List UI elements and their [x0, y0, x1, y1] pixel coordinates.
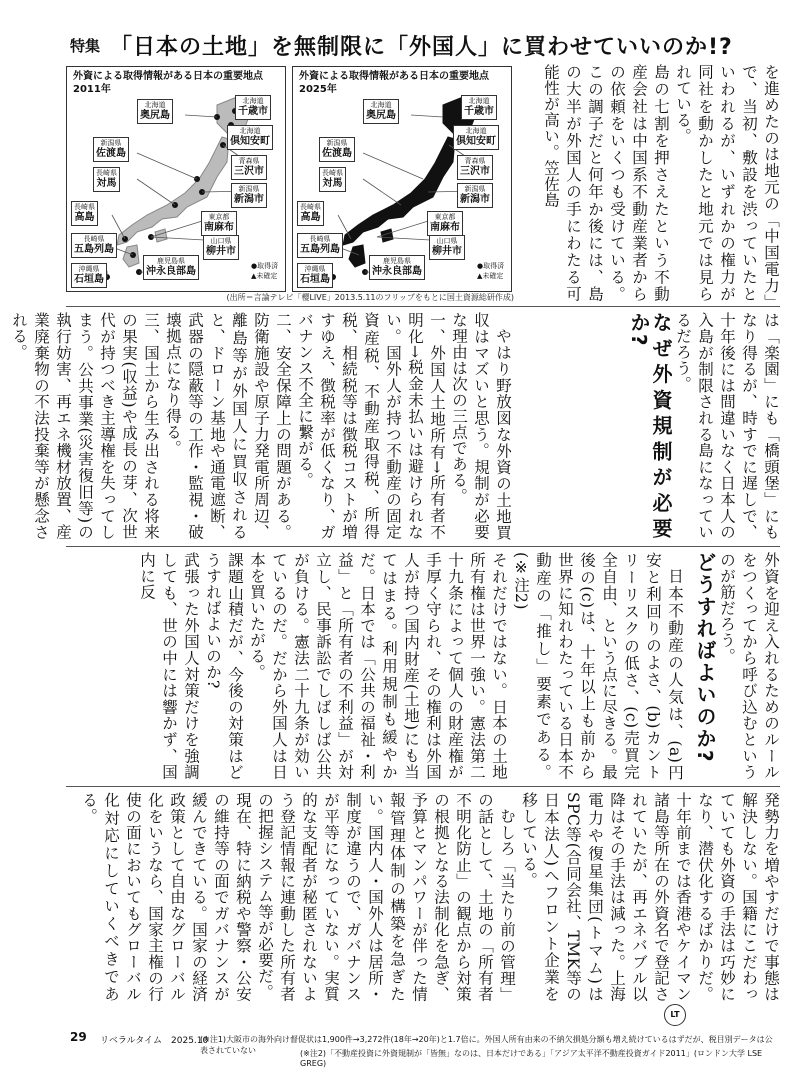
- loc-minamiazabu: 東京都 南麻布: [427, 211, 463, 236]
- loc-niigata: 新潟県 新潟市: [231, 183, 267, 208]
- loc-tsushima: 長崎県 対馬: [319, 167, 346, 192]
- article-paragraph: は「楽園」にも「橋頭堡」にもなり得るが、時すでに遅しで、十年後には間違いなく日本人の入島が制限される島になっているだろう。: [674, 312, 780, 540]
- loc-minamiazabu: 東京都 南麻布: [201, 211, 237, 236]
- headline: 「日本の土地」を無制限に「外国人」に買わせていいのか!?: [110, 35, 733, 60]
- loc-chitose: 北海道 千歳市: [461, 95, 497, 120]
- feature-label: 特集: [70, 37, 101, 55]
- section-divider: [66, 306, 780, 307]
- loc-misawa: 青森県 三沢市: [231, 155, 267, 180]
- loc-goto: 長崎県 五島列島: [71, 233, 117, 258]
- loc-kutchan: 北海道 倶知安町: [227, 125, 273, 150]
- article-header: [70, 30, 733, 61]
- map-year: 2011年: [73, 84, 111, 95]
- acquired-marker-icon: ●: [477, 262, 484, 270]
- map-2011: [66, 66, 286, 292]
- map-legend: ●取得済 ▲未確定: [251, 262, 279, 280]
- map-2025: [292, 66, 512, 292]
- lt-logo: LT: [664, 1004, 686, 1026]
- unconfirmed-marker-icon: ▲: [251, 272, 257, 280]
- article-block-top-right: [516, 64, 782, 302]
- page-number: 29: [70, 1030, 87, 1044]
- section-heading: どうすればよいのか?: [693, 552, 717, 764]
- section-heading: なぜ外資規制が必要か?: [627, 312, 673, 540]
- loc-yanai: 山口県 柳井市: [203, 235, 239, 260]
- article-block-band3: [66, 552, 782, 780]
- loc-sado: 新潟県 佐渡島: [93, 137, 129, 162]
- section-divider: [66, 786, 780, 787]
- maps-figure: [66, 66, 514, 302]
- map-title-text: 外資による取得情報がある日本の重要地点: [73, 71, 263, 82]
- loc-niigata: 新潟県 新潟市: [457, 183, 493, 208]
- loc-tsushima: 長崎県 対馬: [93, 167, 120, 192]
- article-block-band2-left: [10, 312, 514, 540]
- article-paragraph: 外資を迎え入れるためのルールをつくってから呼び込むというのが筋だろう。: [718, 552, 780, 780]
- loc-okinoerabu: 鹿児島県 沖永良部島: [369, 255, 425, 280]
- loc-okushiri: 北海道 奥尻島: [363, 99, 399, 124]
- loc-ishigaki: 沖縄県 石垣島: [297, 263, 333, 288]
- loc-takashima: 長崎県 高島: [297, 201, 324, 226]
- loc-goto: 長崎県 五島列島: [297, 233, 343, 258]
- magazine-name: リベラルタイム 2025.10: [100, 1036, 209, 1046]
- article-paragraph: 日本不動産の人気は、(a)円安と利回りのよさ、(b)カントリーリスクの低さ、(c)売買完全自由、という点に尽きる。最後の(c)は、十年以上も前から世界に知れわたっている日本不動産の「推し」要素である。(※注2) それだけではない。日本の土地所有権は世界一強い。憲法第二十九条によって個人の財産権が手厚く守られ、その権利は外国人が持つ国内財産(土地)にも当てはまる。利用規制も緩やかだ。日本では「公共の福祉・利益」と「所有者の不利益」が対立し、民事訴訟でしばしば公共が負ける。憲法二十九条が効いているのだ。だから外国人は日本を買いたがる。 課題山積だが、今後の対策はどうすればよいのか? 武張った外国人対策だけを強調しても、世の中には響かず、国内に反: [138, 552, 684, 780]
- article-paragraph: 発勢力を増やすだけで事態は解決しない。国籍にこだわっていても外資の手法は巧妙になり、潜伏化するばかりだ。十年前までは香港やケイマン諸島等所在の外資名で登記されていたが、再エネバブル以降はその手法は減った。上海電力や復星集団(トマム)はSPC等(合同会社、TMK等の日本法人)へフロント企業を移している。: [520, 792, 780, 1002]
- loc-takashima: 長崎県 高島: [71, 201, 98, 226]
- unconfirmed-marker-icon: ▲: [477, 272, 483, 280]
- acquired-marker-icon: ●: [251, 262, 258, 270]
- section-divider: [66, 546, 780, 547]
- loc-yanai: 山口県 柳井市: [429, 235, 465, 260]
- article-block-band4: [66, 792, 782, 1002]
- map-title-text: 外資による取得情報がある日本の重要地点: [299, 71, 489, 82]
- footnote-1: (※注1)大阪市の海外向け督促状は1,900件→3,272件(18年→20年)と1.7倍に。外国人所有由来の不納欠損処分額も増え続けているはずだが、税目別データは公表されていない: [200, 1035, 773, 1055]
- map-source: (出所＝言論テレビ「櫻LIVE」2013.5.11のフリップをもとに国土資源総研作成): [226, 293, 514, 302]
- loc-okushiri: 北海道 奥尻島: [137, 99, 173, 124]
- loc-misawa: 青森県 三沢市: [457, 155, 493, 180]
- loc-ishigaki: 沖縄県 石垣島: [71, 263, 107, 288]
- map-year: 2025年: [299, 84, 337, 95]
- loc-okinoerabu: 鹿児島県 沖永良部島: [143, 255, 199, 280]
- article-block-band2-right: [516, 312, 782, 540]
- map-legend: ●取得済 ▲未確定: [477, 262, 505, 280]
- article-paragraph: やはり野放図な外資の土地買収はマズいと思う。規制が必要な理由は次の三点である。 一、外国人土地所有→所有者不明化→税金未払いは避けられない。国外人が持つ不動産の固定資産税、不動産取得税、所得税、相続税等は徴税コストが増すゆえ、徴税率が低くなり、ガバナンス不全に繋がる。 二、安全保障上の問題がある。防衛施設や原子力発電所周辺、離島等が外国人に買収されると、ドローン基地や通電遮断、武器の隠蔽等の工作・監視・破壊拠点になり得る。 三、国土から生み出される将来の果実(収益)や成長の芽、次世代が持つべき主導権を失ってしまう。公共事業(災害復旧等)の執行妨害、再エネ機材放置、産業廃棄物の不法投棄等が懸念される。: [10, 312, 512, 540]
- footnote-2: (※注2)「不動産投資に外資規制が「皆無」なのは、日本だけである」「アジア太平洋不動産投資ガイド2011」(ロンドン大学 LSE GREG): [300, 1049, 763, 1068]
- loc-kutchan: 北海道 倶知安町: [453, 125, 499, 150]
- article-paragraph: を進めたのは地元の「中国電力」で、当初、敷設を渋っていたといわれるが、いずれかの権力が同社を動かしたと地元では見られている。 島の七割を押さえたという不動産会社は中国系不動産業者からの依頼をいくつも受けている。この調子だと何年か後には、島の大半が外国人の手にわたる可能性が高い。笠佐島: [542, 64, 780, 302]
- article-paragraph: むしろ「当たり前の管理」の話として、土地の「所有者不明化防止」の観点から対策の根拠となる法制化を急ぎ、予算とマンパワーが伴った情報管理体制の構築を急ぎたい。国内人・国外人は居所・制度が違うので、ガバナンスが平等になっていない。実質的な支配者が秘匿されないよう登記情報に連動した所有者の把握システム等が必要だ。 現在、特に納税や警察・公安の維持等の面でガバナンスが緩んできている。国家の経済政策として自由なグローバル化をいうなら、国家主権の行使の面においてもグローバル化対応にしていくべきである。: [80, 792, 516, 1002]
- loc-chitose: 北海道 千歳市: [235, 95, 271, 120]
- loc-sado: 新潟県 佐渡島: [319, 137, 355, 162]
